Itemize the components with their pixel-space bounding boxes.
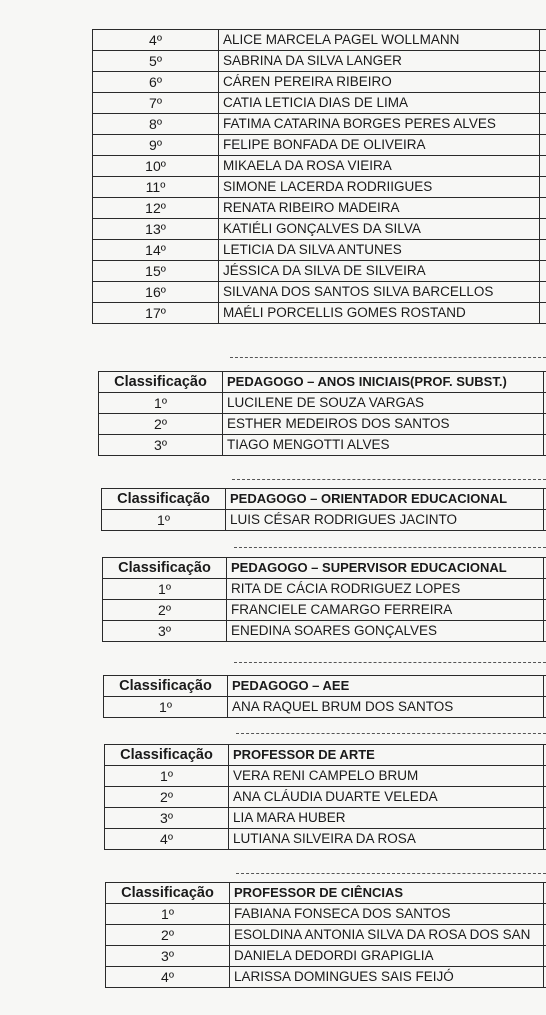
table-row	[93, 240, 546, 261]
trailing-cell	[540, 51, 546, 72]
table-row	[93, 114, 546, 135]
table-row	[105, 829, 546, 850]
name-cell: FATIMA CATARINA BORGES PERES ALVES	[219, 114, 540, 135]
classification-header: Classificação	[102, 489, 226, 510]
rank-cell: 8º	[93, 114, 219, 135]
section-header-row	[105, 745, 546, 766]
trailing-cell	[540, 261, 546, 282]
trailing-cell	[540, 30, 546, 51]
section-header-row	[104, 676, 546, 697]
name-cell: SIMONE LACERDA RODRIIGUES	[219, 177, 540, 198]
name-cell: CÁREN PEREIRA RIBEIRO	[219, 72, 540, 93]
section-table-pedagogo-aee	[103, 675, 546, 718]
trailing-cell	[540, 93, 546, 114]
rank-cell: 4º	[106, 967, 230, 988]
section-title: PEDAGOGO – ORIENTADOR EDUCACIONAL	[226, 489, 544, 510]
table-row	[102, 510, 546, 531]
name-cell: VERA RENI CAMPELO BRUM	[229, 766, 544, 787]
table-row	[105, 766, 546, 787]
table-row	[105, 808, 546, 829]
name-cell: LETICIA DA SILVA ANTUNES	[219, 240, 540, 261]
trailing-cell	[540, 114, 546, 135]
section-header-row	[99, 372, 546, 393]
section-table-professor-arte	[104, 744, 546, 850]
rank-cell: 1º	[99, 393, 223, 414]
table-row	[103, 621, 546, 642]
trailing-cell	[540, 219, 546, 240]
separator-line	[236, 733, 546, 734]
section-header-row	[102, 489, 546, 510]
table-row	[93, 156, 546, 177]
name-cell: FABIANA FONSECA DOS SANTOS	[230, 904, 544, 925]
separator-line	[236, 873, 546, 874]
separator-line	[232, 479, 546, 480]
table-row	[106, 925, 546, 946]
section-title: PEDAGOGO – SUPERVISOR EDUCACIONAL	[227, 558, 544, 579]
name-cell: LUIS CÉSAR RODRIGUES JACINTO	[226, 510, 544, 531]
rank-cell: 11º	[93, 177, 219, 198]
table-row	[99, 414, 546, 435]
rank-cell: 2º	[105, 787, 229, 808]
rank-cell: 1º	[102, 510, 226, 531]
rank-cell: 14º	[93, 240, 219, 261]
table-row	[93, 282, 546, 303]
table-row	[93, 30, 546, 51]
table-row	[103, 600, 546, 621]
table-row	[93, 261, 546, 282]
table-row	[106, 904, 546, 925]
name-cell: ANA RAQUEL BRUM DOS SANTOS	[228, 697, 544, 718]
section-table-pedagogo-supervisor	[102, 557, 546, 642]
separator-line	[234, 662, 546, 663]
name-cell: FRANCIELE CAMARGO FERREIRA	[227, 600, 544, 621]
classification-header: Classificação	[105, 745, 229, 766]
table-row	[104, 697, 546, 718]
rank-cell: 17º	[93, 303, 219, 324]
table-row	[93, 198, 546, 219]
name-cell: ESTHER MEDEIROS DOS SANTOS	[223, 414, 544, 435]
name-cell: LARISSA DOMINGUES SAIS FEIJÓ	[230, 967, 544, 988]
name-cell: ENEDINA SOARES GONÇALVES	[227, 621, 544, 642]
classification-header: Classificação	[103, 558, 227, 579]
rank-cell: 16º	[93, 282, 219, 303]
rank-cell: 10º	[93, 156, 219, 177]
table-row	[93, 303, 546, 324]
table-row	[93, 177, 546, 198]
name-cell: RITA DE CÁCIA RODRIGUEZ LOPES	[227, 579, 544, 600]
table-row	[93, 135, 546, 156]
rank-cell: 5º	[93, 51, 219, 72]
name-cell: TIAGO MENGOTTI ALVES	[223, 435, 544, 456]
rank-cell: 3º	[103, 621, 227, 642]
name-cell: LUCILENE DE SOUZA VARGAS	[223, 393, 544, 414]
section-header-row	[103, 558, 546, 579]
rank-cell: 2º	[103, 600, 227, 621]
table-row	[106, 946, 546, 967]
section-title: PROFESSOR DE ARTE	[229, 745, 544, 766]
trailing-cell	[540, 282, 546, 303]
rank-cell: 4º	[93, 30, 219, 51]
name-cell: JÉSSICA DA SILVA DE SILVEIRA	[219, 261, 540, 282]
name-cell: LUTIANA SILVEIRA DA ROSA	[229, 829, 544, 850]
name-cell: MAÉLI PORCELLIS GOMES ROSTAND	[219, 303, 540, 324]
trailing-cell	[540, 135, 546, 156]
name-cell: ESOLDINA ANTONIA SILVA DA ROSA DOS SAN	[230, 925, 544, 946]
trailing-cell	[540, 303, 546, 324]
trailing-cell	[540, 156, 546, 177]
classification-header: Classificação	[99, 372, 223, 393]
rank-cell: 7º	[93, 93, 219, 114]
section-table-pedagogo-anos-iniciais	[98, 371, 546, 456]
rank-cell: 9º	[93, 135, 219, 156]
table-row	[99, 393, 546, 414]
trailing-cell	[540, 72, 546, 93]
rank-cell: 4º	[105, 829, 229, 850]
trailing-cell	[540, 240, 546, 261]
rank-cell: 2º	[99, 414, 223, 435]
name-cell: SILVANA DOS SANTOS SILVA BARCELLOS	[219, 282, 540, 303]
name-cell: SABRINA DA SILVA LANGER	[219, 51, 540, 72]
name-cell: DANIELA DEDORDI GRAPIGLIA	[230, 946, 544, 967]
rank-cell: 3º	[105, 808, 229, 829]
rank-cell: 1º	[104, 697, 228, 718]
name-cell: ANA CLÁUDIA DUARTE VELEDA	[229, 787, 544, 808]
rank-cell: 3º	[99, 435, 223, 456]
classification-header: Classificação	[104, 676, 228, 697]
ranking-table-continued	[92, 29, 546, 324]
table-row	[106, 967, 546, 988]
name-cell: LIA MARA HUBER	[229, 808, 544, 829]
section-table-professor-ciencias	[105, 882, 546, 988]
separator-line	[234, 547, 546, 548]
name-cell: ALICE MARCELA PAGEL WOLLMANN	[219, 30, 540, 51]
name-cell: FELIPE BONFADA DE OLIVEIRA	[219, 135, 540, 156]
table-row	[93, 72, 546, 93]
table-row	[93, 93, 546, 114]
rank-cell: 13º	[93, 219, 219, 240]
table-row	[99, 435, 546, 456]
trailing-cell	[540, 177, 546, 198]
table-row	[93, 219, 546, 240]
name-cell: CATIA LETICIA DIAS DE LIMA	[219, 93, 540, 114]
trailing-cell	[540, 198, 546, 219]
section-title: PEDAGOGO – AEE	[228, 676, 544, 697]
rank-cell: 1º	[105, 766, 229, 787]
section-header-row	[106, 883, 546, 904]
rank-cell: 2º	[106, 925, 230, 946]
rank-cell: 1º	[103, 579, 227, 600]
table-row	[93, 51, 546, 72]
section-title: PEDAGOGO – ANOS INICIAIS(PROF. SUBST.)	[223, 372, 544, 393]
rank-cell: 3º	[106, 946, 230, 967]
rank-cell: 15º	[93, 261, 219, 282]
name-cell: KATIÉLI GONÇALVES DA SILVA	[219, 219, 540, 240]
rank-cell: 12º	[93, 198, 219, 219]
separator-line	[230, 357, 546, 358]
classification-header: Classificação	[106, 883, 230, 904]
rank-cell: 1º	[106, 904, 230, 925]
name-cell: MIKAELA DA ROSA VIEIRA	[219, 156, 540, 177]
table-row	[103, 579, 546, 600]
section-table-pedagogo-orientador	[101, 488, 546, 531]
table-row	[105, 787, 546, 808]
section-title: PROFESSOR DE CIÊNCIAS	[230, 883, 544, 904]
name-cell: RENATA RIBEIRO MADEIRA	[219, 198, 540, 219]
rank-cell: 6º	[93, 72, 219, 93]
